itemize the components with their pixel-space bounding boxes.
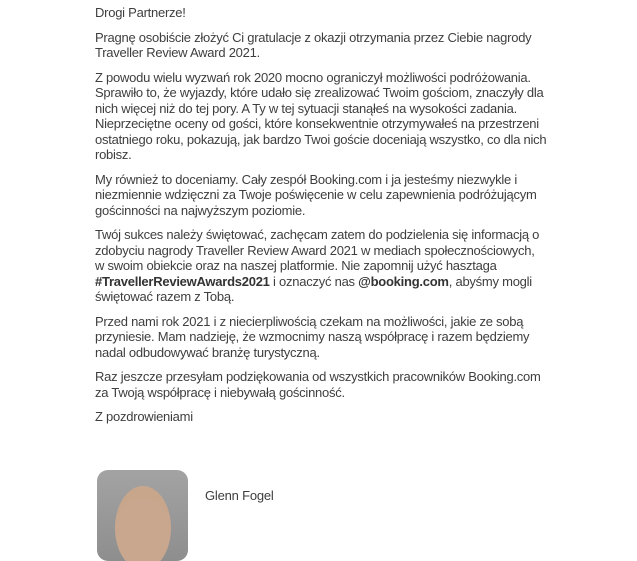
greeting: Drogi Partnerze! (95, 5, 186, 20)
hashtag-text: #TravellerReviewAwards2021 (95, 273, 270, 289)
letter-body (95, 5, 547, 434)
closing-salutation: Z pozdrowieniami (95, 409, 193, 424)
paragraph-celebrate-share (95, 227, 547, 305)
signature-block (97, 470, 497, 561)
paragraph-celebrate-lead: Twój sukces należy świętować, zachęcam zatem do podzielenia się informacją o zdobyciu nagrody Traveller Review Award 2021 w mediach społecznościowych, w swoim obiekcie oraz na naszej platformie. Nie zapomnij użyć hasztaga (95, 227, 540, 273)
paragraph-celebrate-tail: , abyśmy mogli świętować razem z Tobą. (95, 273, 532, 304)
paragraph-congratulations: Pragnę osobiście złożyć Ci gratulacje z okazji otrzymania przez Ciebie nagrody Traveller Review Award 2021. (95, 29, 532, 60)
paragraph-final-thanks: Raz jeszcze przesyłam podziękowania od wszystkich pracowników Booking.com za Twoją współpracę i niebywałą gościnność. (95, 369, 541, 400)
signer-name: Glenn Fogel (205, 488, 274, 503)
paragraph-2020-challenges: Z powodu wielu wyzwań rok 2020 mocno ograniczył możliwości podróżowania. Sprawiło to, że wyjazdy, które udało się zrealizować Twoim gościom, znaczyły dla nich więcej niż do tej pory. A Ty w tej sytuacji stanąłeś na wysokości zadania. Nieprzeciętne oceny od gości, które konsekwentnie otrzymywałeś na przestrzeni ostatniego roku, pokazują, jak bardzo Twoi goście doceniają wszystko, co dla nich robisz. (95, 69, 547, 162)
paragraph-appreciation: My również to doceniamy. Cały zespół Booking.com i ja jesteśmy niezwykle i niezmiennie wdzięczni za Twoje poświęcenie w celu zapewnienia podróżującym gościnności na najwyższym poziomie. (95, 171, 537, 218)
signer-photo (97, 470, 188, 561)
booking-mention-text: @booking.com (358, 273, 449, 289)
paragraph-celebrate-mid: i oznaczyć nas (269, 273, 359, 289)
paragraph-year-2021-outlook: Przed nami rok 2021 i z niecierpliwością czekam na możliwości, jakie ze sobą przyniesie. Mam nadzieję, że wzmocnimy naszą współpracę i razem będziemy nadal odbudowywać branżę turystyczną. (95, 313, 530, 360)
